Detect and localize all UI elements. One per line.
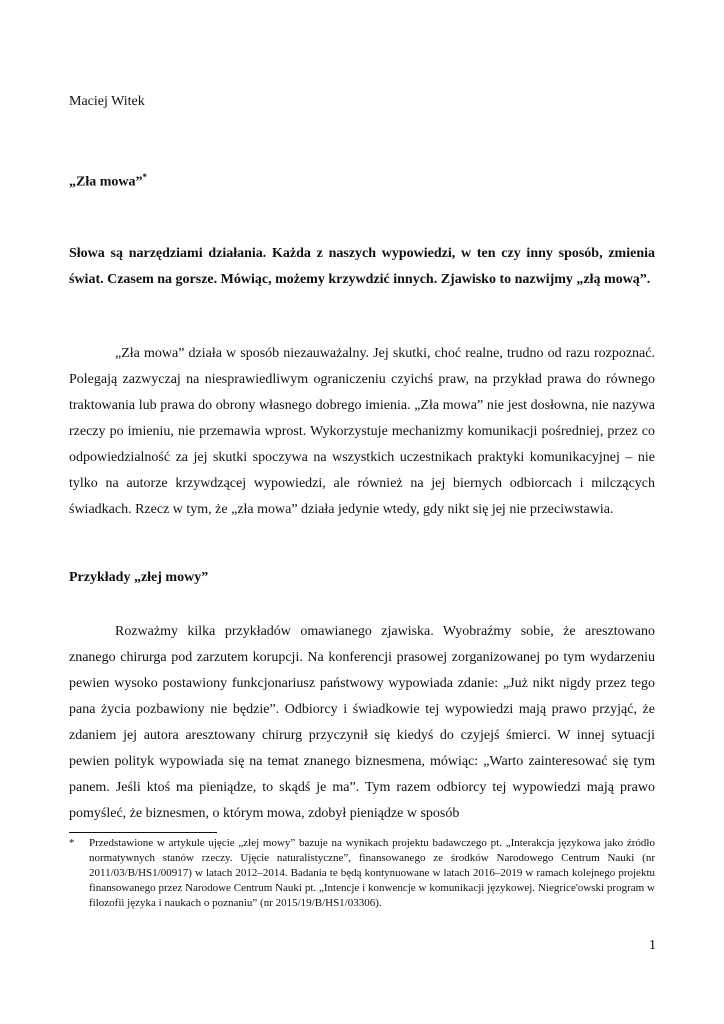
title-footnote-mark: *	[142, 172, 147, 182]
footnote-text: Przedstawione w artykule ujęcie „złej mowy” bazuje na wynikach projektu badawczego pt. „Interakcja językowa jako źródło normatywnych stanów rzeczy. Ujęcie naturalistyczne”, finansowanego ze środków Narodowego Centrum Nauki (nr 2011/03/B/HS1/00917) w latach 2012–2014. Badania te będą kontynuowane w latach 2016–2019 w ramach kolejnego projektu finansowanego przez Narodowe Centrum Nauki pt. „Intencje i konwencje w komunikacji językowej. Niegrice'owski program w filozofii języka i naukach o poznaniu” (nr 2015/19/B/HS1/03306).	[89, 837, 655, 909]
article-title	[69, 172, 147, 191]
page-number: 1	[649, 938, 656, 953]
footnote-separator	[69, 832, 217, 833]
lead-paragraph: Słowa są narzędziami działania. Każda z naszych wypowiedzi, w ten czy inny sposób, zmienia świat. Czasem na gorsze. Mówiąc, możemy krzywdzić innych. Zjawisko to nazwijmy „złą mową”.	[69, 246, 655, 287]
body-paragraph: „Zła mowa” działa w sposób niezauważalny. Jej skutki, choć realne, trudno od razu rozpoznać. Polegają zazwyczaj na niesprawiedliwym ograniczeniu czyichś praw, na przykład prawa do równego traktowania lub prawa do obrony własnego dobrego imienia. „Zła mowa” nie jest dosłowna, nie nazywa rzeczy po imieniu, nie przemawia wprost. Wykorzystuje mechanizmy komunikacji pośredniej, przez co odpowiedzialność za jej skutki spoczywa na wszystkich uczestnikach praktyki komunikacyjnej – nie tylko na autorze krzywdzącej wypowiedzi, ale również na jej biernych odbiorcach i milczących świadkach. Rzecz w tym, że „zła mowa” działa jedynie wtedy, gdy nikt się jej nie przeciwstawia.	[69, 346, 655, 517]
article-title-text: „Zła mowa”	[69, 174, 143, 190]
author-name: Maciej Witek	[69, 94, 145, 109]
body-paragraph: Rozważmy kilka przykładów omawianego zjawiska. Wyobraźmy sobie, że aresztowano znanego chirurga pod zarzutem korupcji. Na konferencji prasowej zorganizowanej po tym wydarzeniu pewien wysoko postawiony funkcjonariusz państwowy wypowiada zdanie: „Już nikt nigdy przez tego pana życia pozbawiony nie będzie”. Odbiorcy i świadkowie tej wypowiedzi mają prawo przyjąć, że zdaniem jej autora aresztowany chirurg przyczynił się kiedyś do czyjejś śmierci. W innej sytuacji pewien polityk wypowiada się na temat znanego biznesmena, mówiąc: „Warto zainteresować się tym panem. Jeśli ktoś ma pieniądze, to skądś je ma”. Tym razem odbiorcy tej wypowiedzi mają prawo pomyśleć, że biznesmen, o którym mowa, zdobył pieniądze w sposób	[69, 624, 655, 821]
footnote-mark: *	[69, 837, 75, 849]
section-heading: Przykłady „złej mowy”	[69, 570, 209, 585]
footnote	[69, 836, 655, 911]
